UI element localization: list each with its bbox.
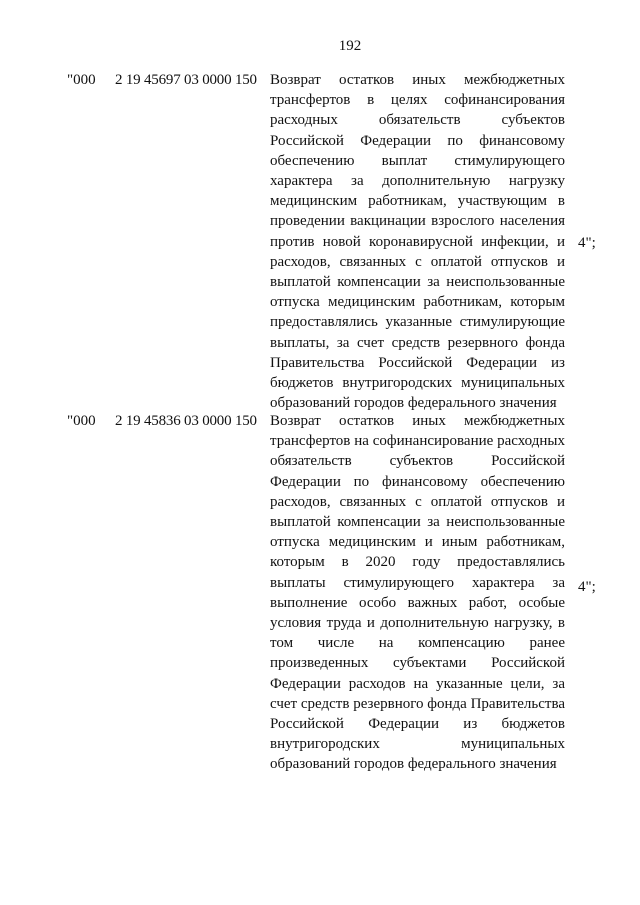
code-prefix: "000 bbox=[67, 413, 96, 429]
amount-value: 4"; bbox=[578, 579, 596, 595]
budget-classification-code: 2 19 45836 03 0000 150 bbox=[115, 413, 257, 429]
code-description: Возврат остатков иных межбюджетных трансфертов в целях софинансирования расходных обязательств субъектов Российской Федерации по финансовому обеспечению выплат стимулирующего характера за дополнительную нагрузку медицинским работникам, участвующим в проведении вакцинации взрослого населения против новой коронавирусной инфекции, и расходов, связанных с оплатой отпусков и выплатой компенсации за неиспользованные отпуска медицинским работникам, которым предоставлялись указанные стимулирующие выплаты, за счет средств резервного фонда Правительства Российской Федерации из бюджетов внутригородских муниципальных образований городов федерального значения bbox=[270, 72, 565, 412]
budget-classification-code: 2 19 45697 03 0000 150 bbox=[115, 72, 257, 88]
amount-value: 4"; bbox=[578, 235, 596, 251]
code-prefix: "000 bbox=[67, 72, 96, 88]
code-description: Возврат остатков иных межбюджетных трансфертов на софинансирование расходных обязательств субъектов Российской Федерации по финансовому обеспечению расходов, связанных с оплатой отпусков и выплатой компенсации за неиспользованные отпуска медицинским и иным работникам, которым в 2020 году предоставлялись выплаты стимулирующего характера за выполнение особо важных работ, особые условия труда и дополнительную нагрузку, в том числе на компенсацию ранее произведенных субъектами Российской Федерации расходов на указанные цели, за счет средств резервного фонда Правительства Российской Федерации из бюджетов внутригородских муниципальных образований городов федерального значения bbox=[270, 413, 565, 773]
page-number: 192 bbox=[338, 38, 362, 54]
